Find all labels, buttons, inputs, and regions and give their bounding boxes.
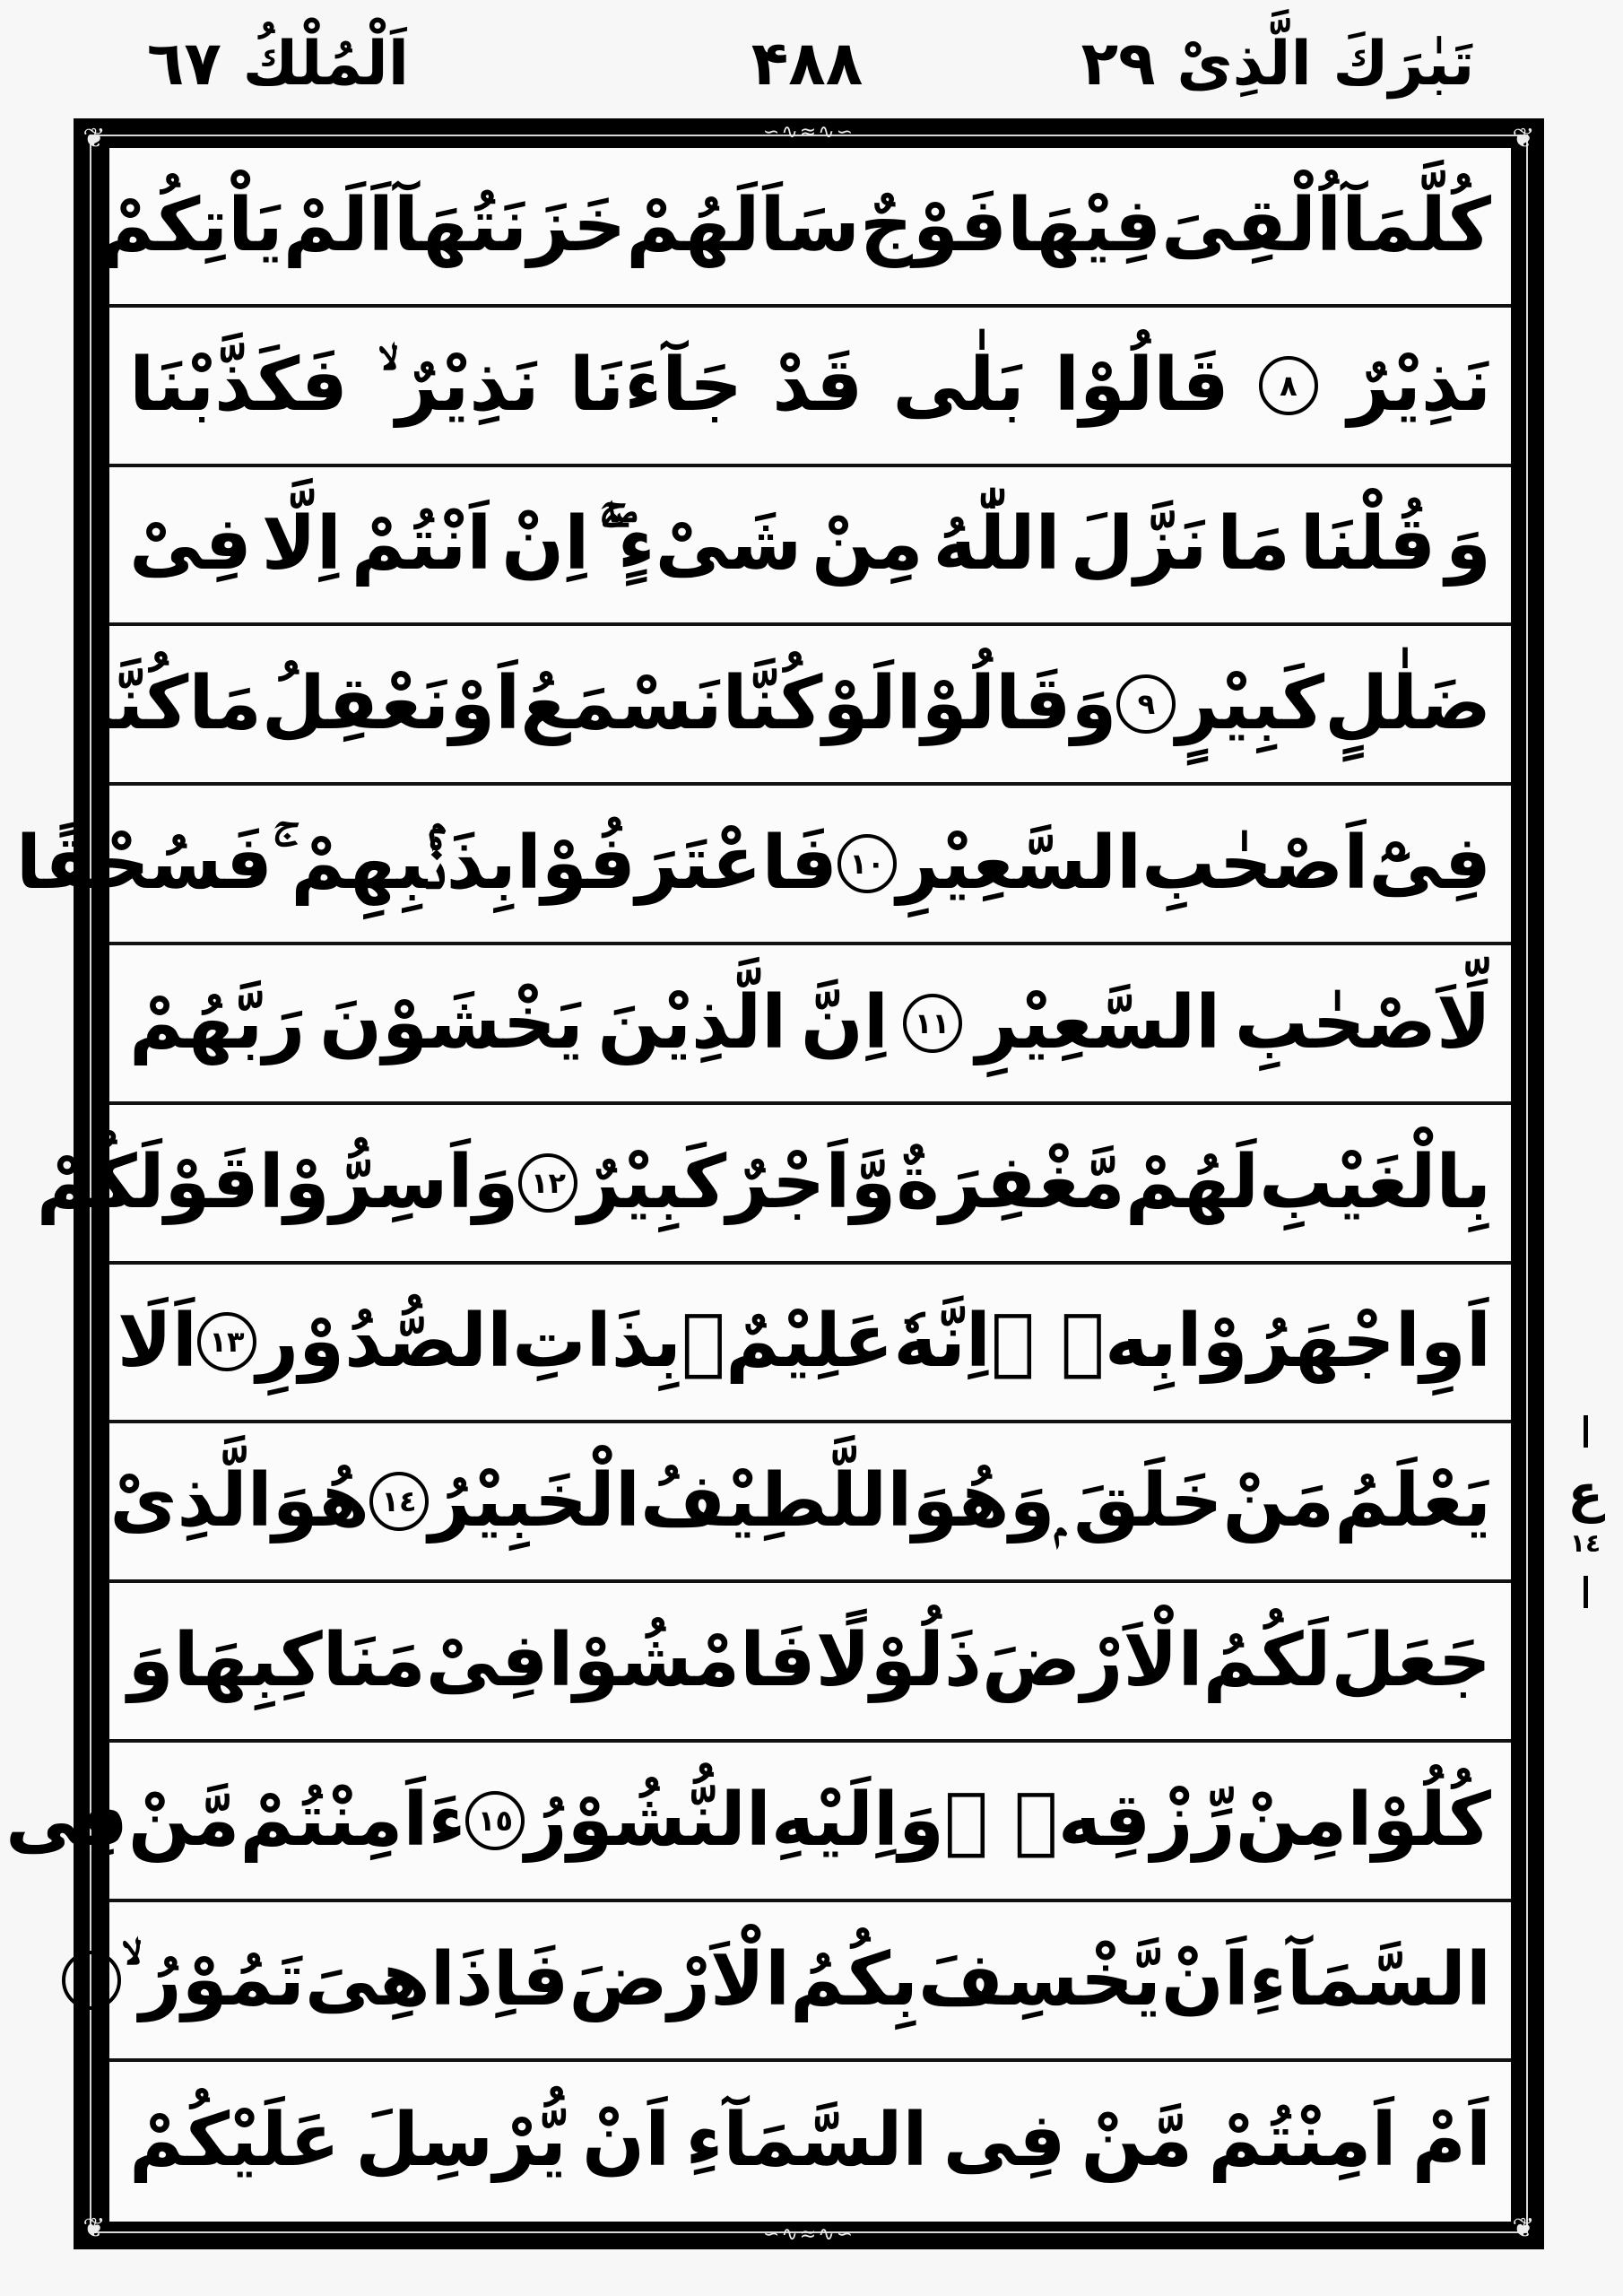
verse-word: يَّخْسِفَ	[917, 1936, 1161, 2022]
verse-word: نَذِيْرٌ ۙ	[378, 342, 540, 428]
verse-word: بِكُمُ	[790, 1936, 918, 2022]
verse-word: قُلْنَا	[1299, 501, 1436, 587]
verse-word: وَ	[1445, 501, 1491, 587]
verse-line	[15, 786, 1511, 945]
verse-word: مَا	[188, 661, 262, 747]
ayah-number-marker: ١٣	[197, 1312, 256, 1371]
verse-word: بِذَنْۢبِهِمْ ۚ	[272, 821, 516, 907]
verse-word: قَدْ	[772, 342, 864, 428]
verse-word: الَّذِىْ	[109, 1458, 273, 1544]
center-ornament-icon: ∽∿≈∿∽	[762, 2223, 855, 2246]
verse-word: اَوِ	[1419, 1299, 1491, 1385]
verse-lines	[5, 148, 1511, 2222]
page-number: ۴۸۸	[751, 29, 864, 100]
verse-word: خَلَقَ ۭ	[1055, 1458, 1223, 1544]
verse-word: وَاِلَيْهِ	[770, 1777, 944, 1863]
verse-word: مَنْ	[1222, 1458, 1335, 1544]
verse-line	[109, 308, 1511, 467]
verse-word: يَعْلَمُ	[1334, 1458, 1491, 1544]
verse-word: فِى	[942, 2098, 1066, 2184]
verse-line	[109, 1583, 1511, 1743]
verse-word: النُّشُوْرُ	[525, 1777, 771, 1863]
verse-word: نَذِيْرٌ	[1348, 342, 1491, 428]
verse-word: بِهٖ ۭ	[991, 1299, 1177, 1385]
verse-word: الصُّدُوْرِ	[256, 1299, 513, 1385]
corner-ornament-icon: ❦	[1512, 123, 1535, 154]
verse-word: مَّنْ	[127, 1777, 240, 1863]
verse-word: عَلَيْكُمْ	[129, 2098, 341, 2184]
ayah-number-marker: ١٥	[465, 1791, 525, 1850]
verse-word: يُّرْسِلَ	[355, 2098, 567, 2184]
verse-line	[109, 1265, 1511, 1424]
page-header	[0, 0, 1623, 117]
verse-word: ضَلٰلٍ	[1324, 661, 1491, 747]
verse-word: لَكُمُ	[1202, 1618, 1332, 1704]
verse-word: كَبِيْرٍ	[1176, 661, 1325, 747]
verse-word: بِالْغَيْبِ	[1259, 1139, 1491, 1225]
verse-word: اللّٰهُ	[933, 501, 1061, 587]
verse-word: اَلَمْ	[282, 182, 394, 268]
verse-word: قَالُوْا	[1054, 342, 1229, 428]
verse-line	[74, 1902, 1511, 2062]
verse-word: يَاْتِكُمْ	[100, 182, 283, 268]
verse-word: كَبِيْرٌ	[577, 1139, 727, 1225]
verse-word: لَوْ	[822, 661, 897, 747]
ayah-number-marker: ١٢	[518, 1153, 577, 1213]
verse-word: نَسْمَعُ	[520, 661, 723, 747]
ruku-number: ١٤	[1569, 1527, 1601, 1558]
verse-word: يَخْشَوْنَ	[319, 979, 584, 1065]
verse-word: اللَّطِيْفُ	[639, 1458, 913, 1544]
verse-word: لَهُمْ	[1124, 1139, 1260, 1225]
verse-word: جَعَلَ	[1331, 1618, 1491, 1704]
verse-word: كُنَّا	[722, 661, 823, 747]
verse-word: فِىْ	[129, 501, 252, 587]
verse-word: اَنْ	[582, 2098, 671, 2184]
verse-word: اُلْقِىَ	[1161, 182, 1342, 268]
verse-word: اِنَّهٗ	[893, 1299, 991, 1385]
verse-word: السَّعِيْرِ	[896, 821, 1142, 907]
verse-line	[109, 945, 1511, 1105]
verse-word: فِىْٓ	[1368, 821, 1491, 907]
verse-word: السَّمَآءِ	[685, 2098, 928, 2184]
verse-word: فَسُحْقًا	[15, 821, 273, 907]
ruku-marker	[1549, 1415, 1621, 1608]
verse-line	[109, 2062, 1511, 2222]
verse-word: وَهُوَ	[912, 1458, 1055, 1544]
verse-word: قَوْلَكُمْ	[36, 1139, 259, 1225]
verse-word: فِىْ	[425, 1618, 549, 1704]
verse-word: الْخَبِيْرُ	[429, 1458, 640, 1544]
juz-name: تَبٰرَكَ الَّذِىْ ٢٩	[1081, 29, 1475, 100]
verse-word: مَا	[1217, 501, 1290, 587]
verse-line	[88, 626, 1511, 786]
verse-word: فِى	[5, 1777, 128, 1863]
verse-word: فَامْشُوْا	[548, 1618, 816, 1704]
verse-word: وَ	[127, 1618, 174, 1704]
verse-word: مَنَاكِبِهَا	[173, 1618, 426, 1704]
ruku-bar-top	[1584, 1415, 1588, 1448]
center-ornament-icon: ∽∿≈∿∽	[762, 121, 855, 144]
verse-word: فَاعْتَرَفُوْا	[516, 821, 838, 907]
ayah-number-marker: ١٤	[369, 1472, 429, 1531]
verse-word: هُوَ	[272, 1458, 369, 1544]
ruku-glyph: ع	[1567, 1463, 1603, 1525]
verse-word: مَّغْفِرَةٌ	[896, 1139, 1125, 1225]
verse-word: مِنْ	[812, 501, 924, 587]
verse-word: الْاَرْضَ	[568, 1936, 791, 2022]
ayah-number-marker: ٨	[1259, 356, 1318, 415]
verse-word: فِيْهَا	[1007, 182, 1162, 268]
verse-word: السَّعِيْرِ	[976, 979, 1221, 1065]
ayah-number-marker: ١٦	[62, 1951, 121, 2010]
verse-word: ءَاَمِنْتُمْ	[239, 1777, 466, 1863]
verse-word: رِّزْقِهٖ ۭ	[943, 1777, 1236, 1863]
verse-word: فَاِذَا	[430, 1936, 569, 2022]
verse-line	[100, 148, 1511, 308]
verse-word: وَقَالُوْا	[896, 661, 1117, 747]
verse-word: نَزَّلَ	[1070, 501, 1208, 587]
corner-ornament-icon: ❦	[82, 123, 106, 154]
verse-word: خَزَنَتُهَآ	[393, 182, 627, 268]
verse-word: بَلٰى	[892, 342, 1025, 428]
verse-word: اَوْ	[449, 661, 521, 747]
verse-word: عَلِيْمٌۢ	[681, 1299, 894, 1385]
verse-word: مِنْ	[1235, 1777, 1348, 1863]
verse-word: اِنْ	[501, 501, 590, 587]
verse-word: ذَلُوْلًا	[815, 1618, 982, 1704]
verse-word: بِذَاتِ	[512, 1299, 681, 1385]
verse-word: اِنَّ	[800, 979, 889, 1065]
verse-word: جَآءَنَا	[568, 342, 743, 428]
verse-word: الَّذِيْنَ	[597, 979, 787, 1065]
verse-word: اَنْتُمْ	[351, 501, 492, 587]
verse-word: كُنَّا	[88, 661, 189, 747]
corner-ornament-icon: ❦	[1512, 2213, 1535, 2244]
verse-line	[5, 1743, 1511, 1902]
verse-word: اَلَا	[117, 1299, 197, 1385]
corner-ornament-icon: ❦	[82, 2213, 106, 2244]
verse-word: تَمُوْرُ ۙ	[121, 1936, 305, 2022]
verse-line	[109, 467, 1511, 627]
verse-word: فَكَذَّبْنَا	[129, 342, 348, 428]
verse-word: هِىَ	[304, 1936, 430, 2022]
verse-word: اَمْ	[1411, 2098, 1491, 2184]
verse-word: سَاَلَهُمْ	[626, 182, 860, 268]
ayah-number-marker: ٩	[1116, 674, 1176, 734]
verse-word: اِلَّا	[261, 501, 342, 587]
verse-word: اَمِنْتُمْ	[1208, 2098, 1397, 2184]
verse-word: فَوْجٌ	[859, 182, 1008, 268]
page-frame	[5, 118, 1544, 2249]
verse-line	[36, 1105, 1511, 1265]
verse-word: اَصْحٰبِ	[1141, 821, 1369, 907]
verse-word: وَّاَجْرٌ	[726, 1139, 897, 1225]
ruku-bar-bottom	[1584, 1576, 1588, 1608]
verse-line	[109, 1423, 1511, 1583]
verse-word: وَاَسِرُّوْا	[258, 1139, 519, 1225]
text-area	[5, 148, 1511, 2222]
verse-word: كُلُوْا	[1347, 1777, 1491, 1863]
verse-word: مَّنْ	[1081, 2098, 1193, 2184]
verse-word: كُلَّمَآ	[1341, 182, 1491, 268]
verse-word: اجْهَرُوْا	[1176, 1299, 1420, 1385]
surah-name: اَلْمُلْكُ ٦٧	[146, 29, 410, 100]
verse-word: لِّاَصْحٰبِ	[1234, 979, 1491, 1065]
verse-word: الْاَرْضَ	[981, 1618, 1203, 1704]
ayah-number-marker: ١٠	[838, 834, 897, 893]
verse-word: نَعْقِلُ	[261, 661, 450, 747]
verse-word: السَّمَآءِ	[1248, 1936, 1491, 2022]
verse-word: رَبَّهُمْ	[129, 979, 306, 1065]
ayah-number-marker: ١١	[903, 994, 962, 1053]
verse-word: اَنْ	[1160, 1936, 1249, 2022]
verse-word: شَىْءٍ ۚۖ	[599, 501, 803, 587]
